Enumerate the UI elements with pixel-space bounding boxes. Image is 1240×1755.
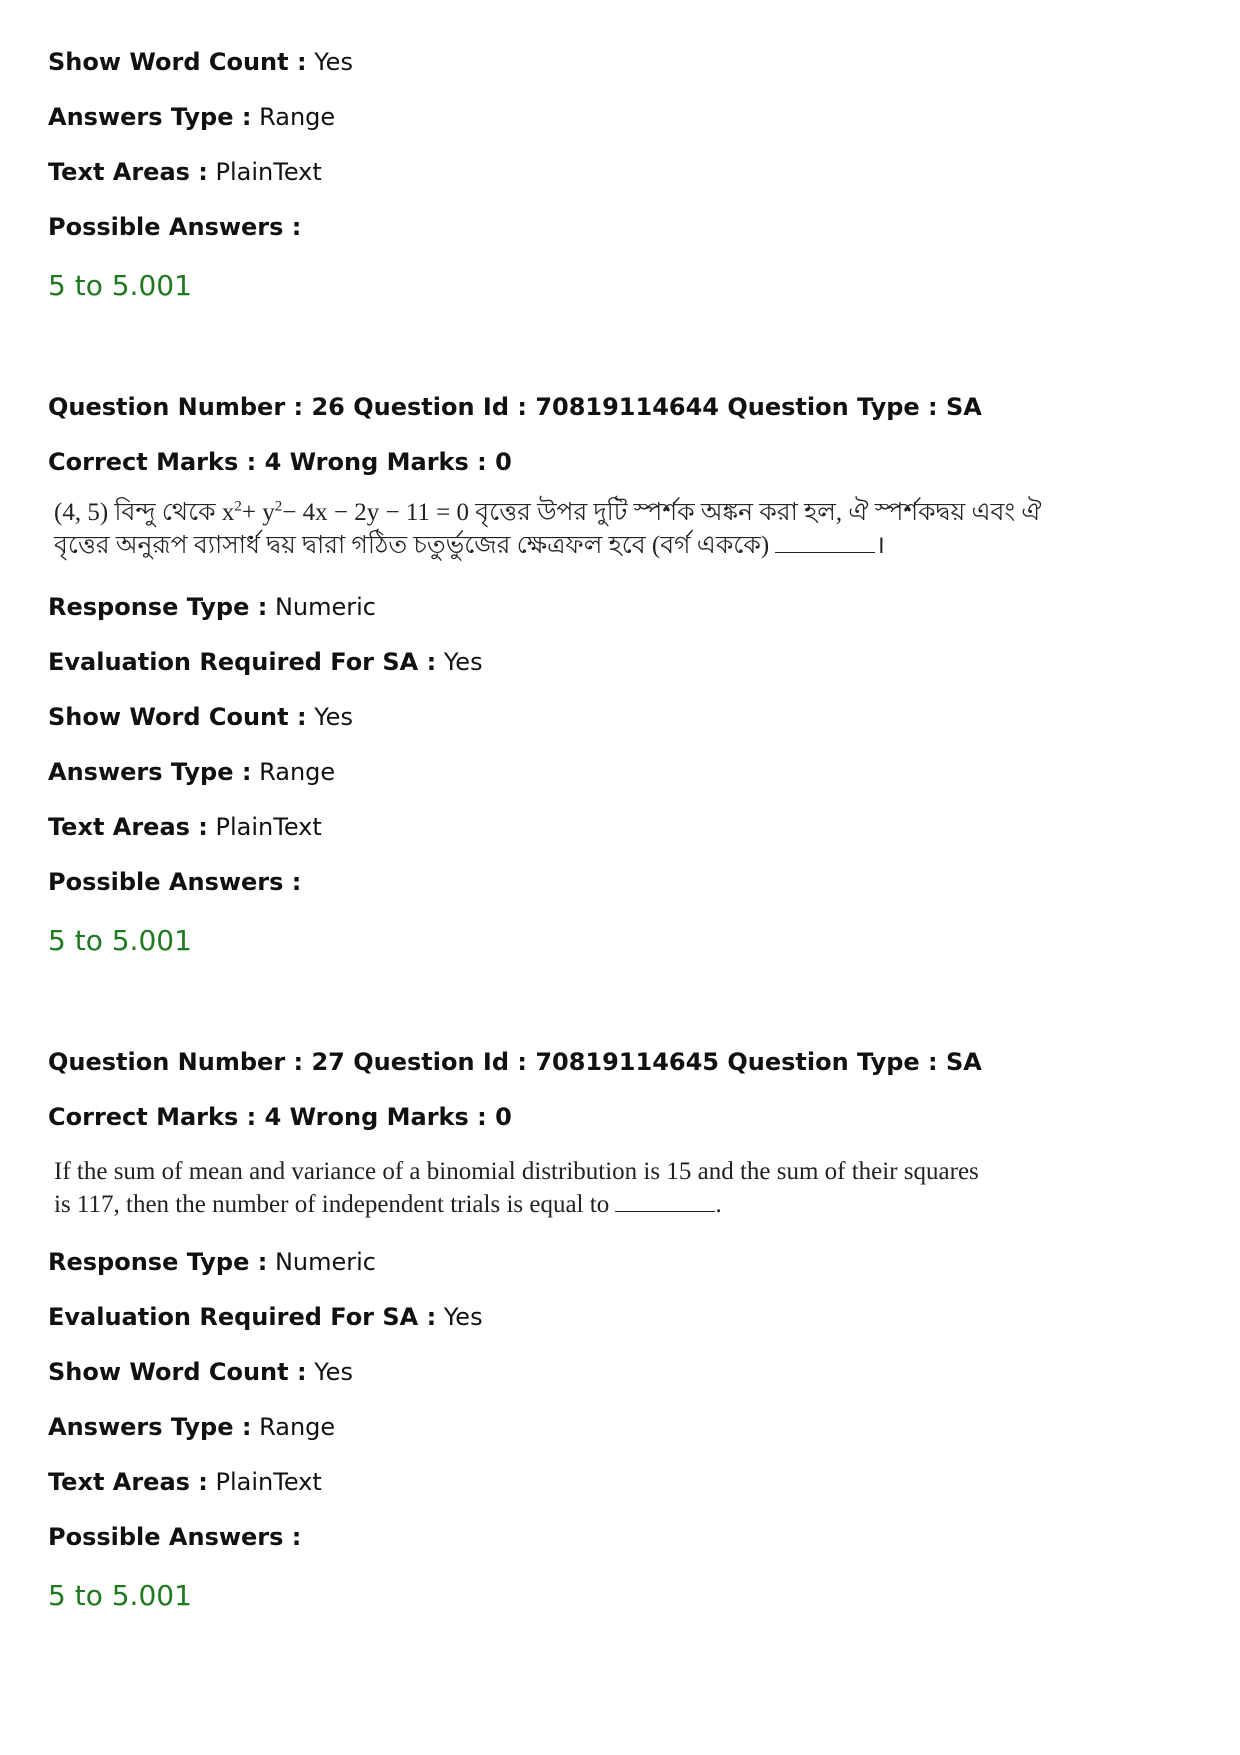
question-header-26 — [48, 392, 982, 422]
answer-blank — [615, 1193, 715, 1212]
text-areas-row-27 — [48, 1467, 322, 1497]
text-areas-row-26 — [48, 812, 322, 842]
answers-type-row-26 — [48, 757, 335, 787]
field-label: Answers Type : — [48, 103, 252, 131]
superscript: 2 — [274, 498, 283, 515]
question-header-text: Question Number : 27 Question Id : 70819114645 Question Type : SA — [48, 1048, 982, 1076]
possible-answers-row — [48, 212, 301, 242]
response-type-row-26 — [48, 592, 376, 622]
marks-row-26 — [48, 447, 512, 477]
field-label: Answers Type : — [48, 1413, 252, 1441]
field-label: Answers Type : — [48, 758, 252, 786]
possible-answers-row-26 — [48, 867, 301, 897]
evaluation-row-26 — [48, 647, 483, 677]
answer-blank — [775, 534, 875, 553]
field-label: Possible Answers : — [48, 868, 302, 896]
question-line-2 — [54, 1188, 979, 1221]
question-line-2 — [54, 529, 1042, 562]
field-value: Yes — [443, 648, 483, 676]
marks-row-27 — [48, 1102, 512, 1132]
field-value: Range — [259, 758, 336, 786]
field-label: Possible Answers : — [48, 1523, 302, 1551]
answers-type-row-27 — [48, 1412, 335, 1442]
field-label: Possible Answers : — [48, 213, 302, 241]
field-value: Yes — [314, 703, 353, 731]
field-value: Numeric — [274, 593, 376, 621]
field-label: Show Word Count : — [48, 48, 307, 76]
question-text-part: (4, 5) বিন্দু থেকে x — [54, 499, 235, 526]
marks-text: Correct Marks : 4 Wrong Marks : 0 — [48, 1103, 512, 1131]
question-line-1: If the sum of mean and variance of a binomial distribution is 15 and the sum of their squares — [54, 1158, 979, 1185]
show-word-count-row-27 — [48, 1357, 353, 1387]
possible-answer-value: 5 to 5.001 — [48, 269, 192, 302]
field-label: Evaluation Required For SA : — [48, 648, 437, 676]
field-label: Text Areas : — [48, 1468, 208, 1496]
field-label: Show Word Count : — [48, 1358, 307, 1386]
field-label: Response Type : — [48, 1248, 268, 1276]
field-label: Show Word Count : — [48, 703, 307, 731]
question-header-text: Question Number : 26 Question Id : 70819114644 Question Type : SA — [48, 393, 982, 421]
possible-answers-row-27 — [48, 1522, 301, 1552]
field-label: Text Areas : — [48, 813, 208, 841]
question-text-part: − 4x − 2y − 11 = 0 বৃত্তের উপর দুটি স্পর্শক অঙ্কন করা হল, ঐ স্পর্শকদ্বয় এবং ঐ — [282, 499, 1042, 526]
field-value: Numeric — [274, 1248, 376, 1276]
field-value: Yes — [443, 1303, 483, 1331]
question-text-27 — [54, 1155, 979, 1221]
marks-text: Correct Marks : 4 Wrong Marks : 0 — [48, 448, 512, 476]
question-text-part: is 117, then the number of independent trials is equal to — [54, 1191, 610, 1218]
question-text-part: . — [715, 1191, 722, 1218]
answers-type-row — [48, 102, 335, 132]
superscript: 2 — [234, 498, 242, 515]
question-text-part: + y — [241, 499, 275, 526]
field-value: Range — [259, 103, 336, 131]
field-value: Yes — [314, 48, 353, 76]
field-value: PlainText — [215, 158, 322, 186]
field-label: Evaluation Required For SA : — [48, 1303, 437, 1331]
possible-answer-value-27: 5 to 5.001 — [48, 1579, 192, 1612]
text-areas-row — [48, 157, 322, 187]
show-word-count-row — [48, 47, 353, 77]
field-value: PlainText — [215, 813, 322, 841]
possible-answer-value-26: 5 to 5.001 — [48, 924, 192, 957]
question-text-26 — [54, 496, 1042, 562]
question-line-1 — [54, 496, 1042, 529]
field-value: Range — [259, 1413, 336, 1441]
field-label: Response Type : — [48, 593, 268, 621]
show-word-count-row-26 — [48, 702, 353, 732]
field-value: PlainText — [215, 1468, 322, 1496]
field-label: Text Areas : — [48, 158, 208, 186]
question-header-27 — [48, 1047, 982, 1077]
evaluation-row-27 — [48, 1302, 483, 1332]
question-text-part: । — [875, 532, 885, 559]
question-text-part: বৃত্তের অনুরূপ ব্যাসার্ধ দ্বয় দ্বারা গঠিত চতুর্ভুজের ক্ষেত্রফল হবে (বর্গ এককে) — [54, 532, 770, 559]
field-value: Yes — [314, 1358, 353, 1386]
response-type-row-27 — [48, 1247, 376, 1277]
